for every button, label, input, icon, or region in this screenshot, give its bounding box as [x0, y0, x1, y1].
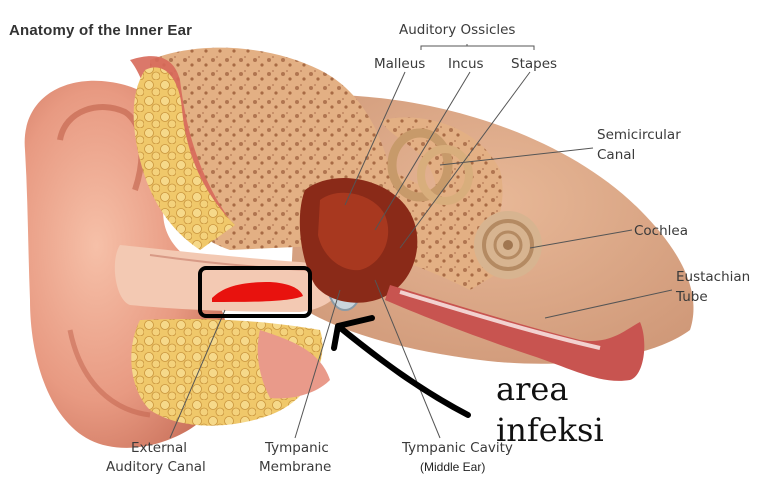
middle-ear-label: (Middle Ear): [420, 460, 486, 474]
external-canal-label-1: External: [131, 440, 188, 456]
semicircular-label-1: Semicircular: [597, 127, 681, 143]
incus-label: Incus: [448, 56, 484, 72]
semicircular-label-2: Canal: [597, 147, 636, 163]
diagram-title: Anatomy of the Inner Ear: [9, 22, 193, 39]
eustachian-label-1: Eustachian: [676, 269, 751, 285]
eustachian-label-2: Tube: [676, 289, 708, 305]
annotation-text-infeksi: infeksi: [496, 411, 604, 449]
cochlea-label: Cochlea: [634, 223, 688, 239]
stapes-label: Stapes: [511, 56, 558, 72]
auditory-ossicles-label: Auditory Ossicles: [399, 22, 516, 38]
annotation-text-area: area: [496, 370, 569, 408]
tympanic-membrane-label-1: Tympanic: [265, 440, 329, 456]
external-canal-label-2: Auditory Canal: [106, 459, 206, 475]
tympanic-membrane-label-2: Membrane: [259, 459, 332, 475]
tympanic-cavity-label: Tympanic Cavity: [402, 440, 513, 456]
malleus-label: Malleus: [374, 56, 426, 72]
